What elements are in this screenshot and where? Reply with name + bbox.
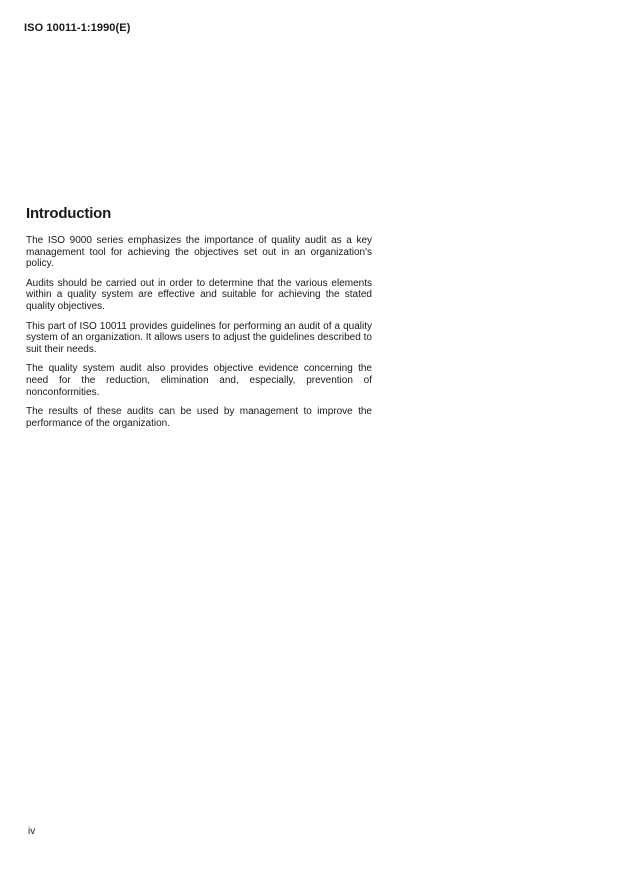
section-title: Introduction xyxy=(26,205,112,222)
document-header: ISO 10011-1:1990(E) xyxy=(24,22,131,34)
paragraph-4: The quality system audit also provides objective evidence concerning the need for the reduction, elimination and, especially, prevention of nonconformities. xyxy=(26,363,372,398)
page-number: iv xyxy=(28,826,36,837)
paragraph-1: The ISO 9000 series emphasizes the importance of quality audit as a key management tool for achieving the objectives set out in an organization's policy. xyxy=(26,235,372,270)
section-body xyxy=(26,235,372,437)
paragraph-2: Audits should be carried out in order to determine that the various elements within a quality system are effective and suitable for achieving the stated quality objectives. xyxy=(26,277,372,312)
paragraph-3: This part of ISO 10011 provides guidelines for performing an audit of a quality system of an organization. It allows users to adjust the guidelines described to suit their needs. xyxy=(26,320,372,355)
paragraph-5: The results of these audits can be used by management to improve the performance of the organization. xyxy=(26,406,372,429)
